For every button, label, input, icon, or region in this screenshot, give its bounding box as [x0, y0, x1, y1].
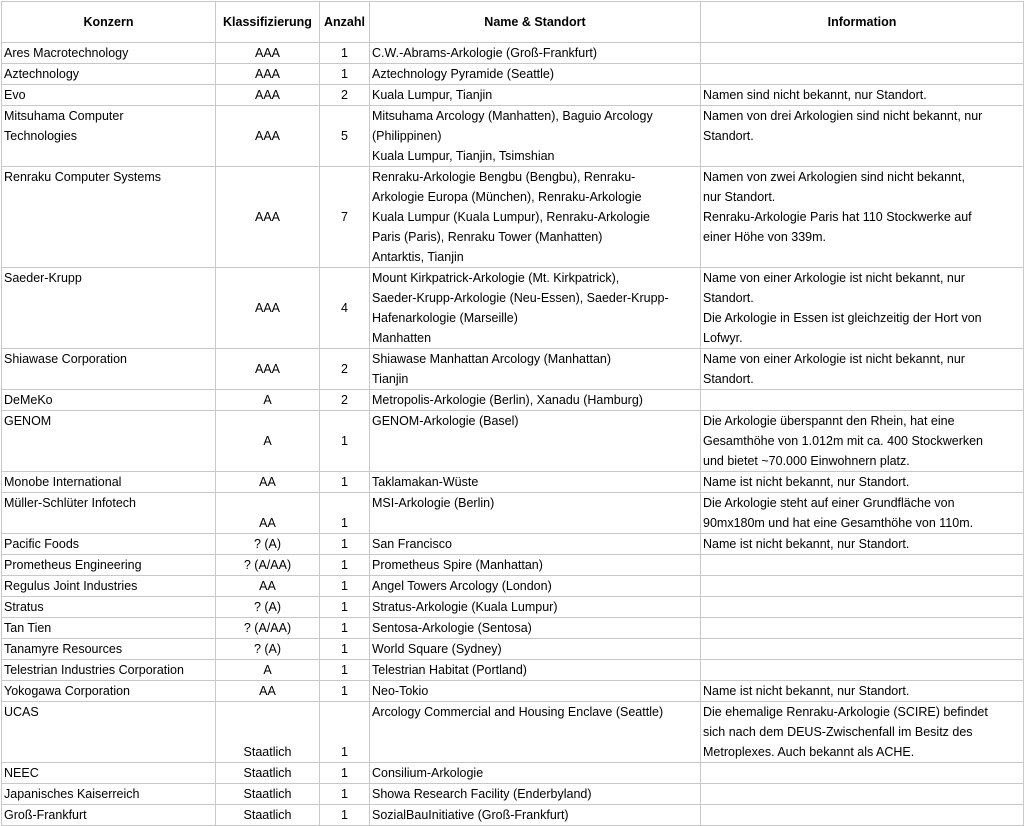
cell-standort-line: Saeder-Krupp-Arkologie (Neu-Essen), Saeder-Krupp-	[372, 291, 669, 305]
cell-standort-line: Aztechnology Pyramide (Seattle)	[372, 67, 555, 81]
cell-standort-line: Sentosa-Arkologie (Sentosa)	[372, 621, 532, 635]
table-row	[2, 472, 1024, 493]
cell-anzahl: 2	[320, 349, 370, 390]
table-row	[2, 784, 1024, 805]
cell-standort-line: Paris (Paris), Renraku Tower (Manhatten)	[372, 230, 603, 244]
header-name-standort: Name & Standort	[370, 2, 701, 43]
cell-standort	[370, 167, 701, 268]
cell-klassifizierung: AAA	[216, 349, 320, 390]
table-row	[2, 639, 1024, 660]
cell-anzahl: 1	[320, 43, 370, 64]
cell-klassifizierung: Staatlich	[216, 702, 320, 763]
cell-konzern	[2, 618, 216, 639]
cell-konzern-line: Aztechnology	[4, 67, 80, 81]
cell-konzern-line: Tan Tien	[4, 621, 52, 635]
cell-konzern-line: Evo	[4, 88, 26, 102]
cell-standort	[370, 597, 701, 618]
cell-standort	[370, 411, 701, 472]
cell-konzern	[2, 268, 216, 349]
cell-standort	[370, 702, 701, 763]
cell-standort-line: Kuala Lumpur, Tianjin, Tsimshian	[372, 149, 555, 163]
cell-anzahl: 5	[320, 106, 370, 167]
cell-standort-line: C.W.-Abrams-Arkologie (Groß-Frankfurt)	[372, 46, 598, 60]
cell-information-line: Name ist nicht bekannt, nur Standort.	[703, 537, 910, 551]
table-row	[2, 555, 1024, 576]
cell-information-line: Name ist nicht bekannt, nur Standort.	[703, 475, 910, 489]
table-body	[2, 43, 1024, 826]
cell-information-line: Namen von zwei Arkologien sind nicht bekannt,	[703, 170, 965, 184]
cell-standort-line: Antarktis, Tianjin	[372, 250, 464, 264]
cell-konzern-line: Mitsuhama Computer	[4, 109, 124, 123]
cell-information	[701, 106, 1024, 167]
table-row	[2, 534, 1024, 555]
cell-information	[701, 681, 1024, 702]
table-row	[2, 167, 1024, 268]
cell-konzern-line: Telestrian Industries Corporation	[4, 663, 184, 677]
cell-information-line: Namen von drei Arkologien sind nicht bekannt, nur	[703, 109, 983, 123]
cell-klassifizierung: AAA	[216, 64, 320, 85]
cell-information-line: sich nach dem DEUS-Zwischenfall im Besitz des	[703, 725, 973, 739]
cell-standort	[370, 85, 701, 106]
cell-standort	[370, 349, 701, 390]
cell-standort-line: Arcology Commercial and Housing Enclave (Seattle)	[372, 705, 664, 719]
cell-information-line: Die Arkologie in Essen ist gleichzeitig der Hort von	[703, 311, 982, 325]
cell-standort-line: Showa Research Facility (Enderbyland)	[372, 787, 592, 801]
cell-anzahl: 4	[320, 268, 370, 349]
cell-konzern	[2, 534, 216, 555]
cell-information	[701, 390, 1024, 411]
cell-standort	[370, 493, 701, 534]
cell-standort-line: Shiawase Manhattan Arcology (Manhattan)	[372, 352, 612, 366]
cell-standort-line: Taklamakan-Wüste	[372, 475, 479, 489]
cell-standort	[370, 534, 701, 555]
cell-standort-line: Renraku-Arkologie Bengbu (Bengbu), Renraku-	[372, 170, 636, 184]
cell-konzern-line: Prometheus Engineering	[4, 558, 142, 572]
table-row	[2, 576, 1024, 597]
cell-konzern	[2, 805, 216, 826]
cell-information-line: Name von einer Arkologie ist nicht bekannt, nur	[703, 271, 965, 285]
cell-anzahl: 1	[320, 597, 370, 618]
cell-klassifizierung: ? (A/AA)	[216, 555, 320, 576]
cell-klassifizierung: AAA	[216, 268, 320, 349]
cell-konzern	[2, 597, 216, 618]
cell-konzern	[2, 106, 216, 167]
cell-information	[701, 576, 1024, 597]
cell-klassifizierung: A	[216, 411, 320, 472]
cell-standort	[370, 555, 701, 576]
table-row	[2, 349, 1024, 390]
cell-anzahl: 1	[320, 493, 370, 534]
cell-anzahl: 1	[320, 534, 370, 555]
cell-standort-line: Arkologie Europa (München), Renraku-Arkologie	[372, 190, 642, 204]
table-row	[2, 85, 1024, 106]
cell-information	[701, 268, 1024, 349]
cell-standort-line: Telestrian Habitat (Portland)	[372, 663, 527, 677]
cell-konzern-line: Tanamyre Resources	[4, 642, 123, 656]
table-row	[2, 660, 1024, 681]
cell-klassifizierung: AAA	[216, 167, 320, 268]
cell-information	[701, 534, 1024, 555]
cell-anzahl: 1	[320, 411, 370, 472]
cell-konzern-line: Müller-Schlüter Infotech	[4, 496, 137, 510]
cell-klassifizierung: A	[216, 390, 320, 411]
cell-klassifizierung: AAA	[216, 85, 320, 106]
cell-anzahl: 1	[320, 576, 370, 597]
cell-information-line: Standort.	[703, 372, 754, 386]
table-row	[2, 268, 1024, 349]
cell-klassifizierung: Staatlich	[216, 805, 320, 826]
cell-standort-line: Angel Towers Arcology (London)	[372, 579, 552, 593]
cell-standort	[370, 660, 701, 681]
cell-information-line: 90mx180m und hat eine Gesamthöhe von 110m.	[703, 516, 974, 530]
cell-standort	[370, 472, 701, 493]
cell-information-line: Name ist nicht bekannt, nur Standort.	[703, 684, 910, 698]
header-konzern: Konzern	[2, 2, 216, 43]
cell-konzern	[2, 64, 216, 85]
cell-standort	[370, 681, 701, 702]
cell-information-line: Renraku-Arkologie Paris hat 110 Stockwerke auf	[703, 210, 972, 224]
cell-information	[701, 660, 1024, 681]
table-row	[2, 106, 1024, 167]
cell-information-line: und bietet ~70.000 Einwohnern platz.	[703, 454, 910, 468]
cell-standort	[370, 763, 701, 784]
cell-information	[701, 805, 1024, 826]
cell-konzern	[2, 555, 216, 576]
cell-konzern-line: DeMeKo	[4, 393, 53, 407]
cell-standort-line: Tianjin	[372, 372, 409, 386]
cell-konzern-line: Groß-Frankfurt	[4, 808, 87, 822]
cell-standort-line: SozialBauInitiative (Groß-Frankfurt)	[372, 808, 569, 822]
cell-klassifizierung: AA	[216, 472, 320, 493]
cell-anzahl: 1	[320, 681, 370, 702]
cell-information	[701, 784, 1024, 805]
cell-konzern	[2, 167, 216, 268]
cell-klassifizierung: A	[216, 660, 320, 681]
header-information: Information	[701, 2, 1024, 43]
cell-anzahl: 1	[320, 472, 370, 493]
table-row	[2, 702, 1024, 763]
cell-standort	[370, 268, 701, 349]
cell-konzern	[2, 660, 216, 681]
cell-anzahl: 1	[320, 618, 370, 639]
cell-information-line: nur Standort.	[703, 190, 776, 204]
cell-konzern-line: GENOM	[4, 414, 52, 428]
cell-konzern-line: Yokogawa Corporation	[4, 684, 131, 698]
cell-information-line: Standort.	[703, 291, 754, 305]
table-row	[2, 43, 1024, 64]
cell-information	[701, 597, 1024, 618]
cell-konzern-line: Stratus	[4, 600, 44, 614]
cell-konzern-line: Regulus Joint Industries	[4, 579, 138, 593]
cell-anzahl: 1	[320, 660, 370, 681]
cell-information-line: Namen sind nicht bekannt, nur Standort.	[703, 88, 927, 102]
cell-konzern	[2, 85, 216, 106]
cell-konzern	[2, 493, 216, 534]
cell-standort-line: Neo-Tokio	[372, 684, 429, 698]
cell-standort-line: GENOM-Arkologie (Basel)	[372, 414, 519, 428]
cell-konzern	[2, 702, 216, 763]
cell-standort	[370, 805, 701, 826]
cell-konzern	[2, 472, 216, 493]
cell-information-line: Lofwyr.	[703, 331, 743, 345]
cell-klassifizierung: AA	[216, 493, 320, 534]
header-row	[2, 2, 1024, 43]
cell-standort	[370, 390, 701, 411]
cell-information	[701, 349, 1024, 390]
cell-standort-line: (Philippinen)	[372, 129, 442, 143]
cell-information	[701, 639, 1024, 660]
cell-klassifizierung: AA	[216, 576, 320, 597]
table-row	[2, 411, 1024, 472]
cell-standort-line: Stratus-Arkologie (Kuala Lumpur)	[372, 600, 558, 614]
cell-information-line: einer Höhe von 339m.	[703, 230, 826, 244]
cell-information-line: Die Arkologie überspannt den Rhein, hat eine	[703, 414, 955, 428]
cell-anzahl: 7	[320, 167, 370, 268]
cell-konzern-line: Japanisches Kaiserreich	[4, 787, 140, 801]
cell-standort	[370, 64, 701, 85]
table-row	[2, 597, 1024, 618]
cell-klassifizierung: AA	[216, 681, 320, 702]
cell-information	[701, 493, 1024, 534]
cell-standort-line: World Square (Sydney)	[372, 642, 502, 656]
cell-information-line: Die ehemalige Renraku-Arkologie (SCIRE) befindet	[703, 705, 988, 719]
cell-information	[701, 64, 1024, 85]
cell-information	[701, 702, 1024, 763]
cell-standort-line: Prometheus Spire (Manhattan)	[372, 558, 543, 572]
cell-konzern-line: Pacific Foods	[4, 537, 80, 551]
cell-konzern-line: UCAS	[4, 705, 39, 719]
cell-standort-line: San Francisco	[372, 537, 452, 551]
table-row	[2, 681, 1024, 702]
cell-anzahl: 1	[320, 784, 370, 805]
cell-konzern	[2, 763, 216, 784]
cell-standort	[370, 618, 701, 639]
cell-konzern-line: Technologies	[4, 129, 77, 143]
cell-konzern	[2, 390, 216, 411]
cell-information	[701, 167, 1024, 268]
cell-standort	[370, 576, 701, 597]
cell-konzern	[2, 349, 216, 390]
cell-klassifizierung: AAA	[216, 43, 320, 64]
cell-anzahl: 2	[320, 390, 370, 411]
cell-klassifizierung: ? (A/AA)	[216, 618, 320, 639]
cell-konzern	[2, 43, 216, 64]
cell-standort	[370, 784, 701, 805]
cell-anzahl: 1	[320, 805, 370, 826]
table-row	[2, 64, 1024, 85]
cell-klassifizierung: AAA	[216, 106, 320, 167]
cell-konzern	[2, 639, 216, 660]
cell-konzern-line: NEEC	[4, 766, 39, 780]
cell-standort-line: Kuala Lumpur, Tianjin	[372, 88, 493, 102]
cell-standort	[370, 106, 701, 167]
arkologien-table	[1, 1, 1024, 826]
cell-standort-line: Mount Kirkpatrick-Arkologie (Mt. Kirkpatrick),	[372, 271, 620, 285]
cell-konzern	[2, 411, 216, 472]
cell-information	[701, 43, 1024, 64]
table-row	[2, 390, 1024, 411]
cell-standort-line: Mitsuhama Arcology (Manhatten), Baguio Arcology	[372, 109, 653, 123]
cell-klassifizierung: Staatlich	[216, 763, 320, 784]
cell-anzahl: 1	[320, 64, 370, 85]
cell-klassifizierung: Staatlich	[216, 784, 320, 805]
cell-standort-line: Kuala Lumpur (Kuala Lumpur), Renraku-Arkologie	[372, 210, 650, 224]
cell-klassifizierung: ? (A)	[216, 534, 320, 555]
cell-anzahl: 2	[320, 85, 370, 106]
cell-information-line: Metroplexes. Auch bekannt als ACHE.	[703, 745, 915, 759]
cell-standort-line: MSI-Arkologie (Berlin)	[372, 496, 495, 510]
cell-standort-line: Metropolis-Arkologie (Berlin), Xanadu (Hamburg)	[372, 393, 643, 407]
cell-anzahl: 1	[320, 639, 370, 660]
cell-klassifizierung: ? (A)	[216, 597, 320, 618]
table-row	[2, 618, 1024, 639]
table-row	[2, 763, 1024, 784]
cell-information	[701, 411, 1024, 472]
cell-standort-line: Hafenarkologie (Marseille)	[372, 311, 518, 325]
header-anzahl: Anzahl	[320, 2, 370, 43]
cell-konzern-line: Renraku Computer Systems	[4, 170, 162, 184]
cell-konzern	[2, 784, 216, 805]
cell-konzern	[2, 681, 216, 702]
cell-information	[701, 763, 1024, 784]
cell-konzern-line: Ares Macrotechnology	[4, 46, 129, 60]
cell-information	[701, 472, 1024, 493]
cell-information	[701, 555, 1024, 576]
cell-klassifizierung: ? (A)	[216, 639, 320, 660]
cell-standort	[370, 43, 701, 64]
table-row	[2, 493, 1024, 534]
cell-information-line: Standort.	[703, 129, 754, 143]
cell-information-line: Gesamthöhe von 1.012m mit ca. 400 Stockwerken	[703, 434, 984, 448]
cell-konzern-line: Monobe International	[4, 475, 122, 489]
cell-standort-line: Manhatten	[372, 331, 432, 345]
table-row	[2, 805, 1024, 826]
cell-information	[701, 85, 1024, 106]
cell-information-line: Die Arkologie steht auf einer Grundfläche von	[703, 496, 955, 510]
cell-standort-line: Consilium-Arkologie	[372, 766, 484, 780]
header-klassifizierung: Klassifizierung	[216, 2, 320, 43]
cell-konzern	[2, 576, 216, 597]
cell-information-line: Name von einer Arkologie ist nicht bekannt, nur	[703, 352, 965, 366]
cell-konzern-line: Saeder-Krupp	[4, 271, 82, 285]
cell-anzahl: 1	[320, 763, 370, 784]
cell-konzern-line: Shiawase Corporation	[4, 352, 127, 366]
cell-standort	[370, 639, 701, 660]
cell-anzahl: 1	[320, 702, 370, 763]
cell-anzahl: 1	[320, 555, 370, 576]
cell-information	[701, 618, 1024, 639]
